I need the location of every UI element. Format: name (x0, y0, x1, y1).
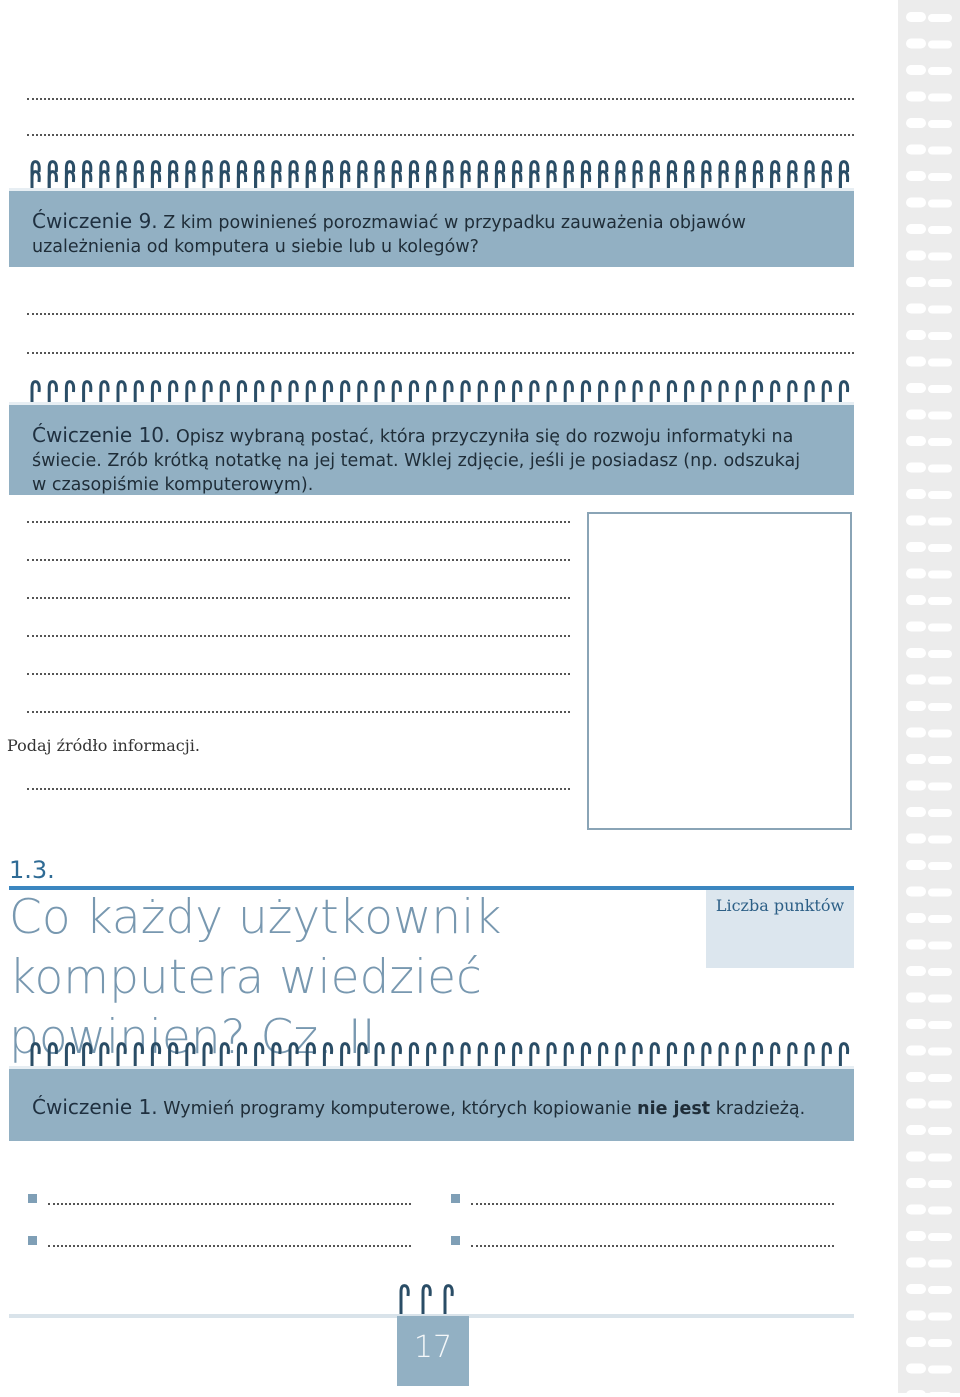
spiral-binding (898, 0, 960, 1393)
exercise-9-text (32, 209, 814, 259)
photo-placeholder[interactable] (587, 512, 852, 830)
source-answer-line[interactable] (27, 788, 570, 790)
bullet-icon (28, 1194, 37, 1203)
answer-line[interactable] (27, 559, 570, 561)
exercise-emphasis: nie jest (637, 1099, 711, 1119)
answer-line[interactable] (48, 1245, 411, 1247)
exercise-label: Ćwiczenie 9. (32, 209, 158, 233)
answer-line[interactable] (471, 1245, 834, 1247)
exercise-label: Ćwiczenie 1. (32, 1095, 158, 1119)
answer-line[interactable] (27, 313, 854, 315)
section-number: 1.3. (9, 856, 55, 884)
answer-line[interactable] (27, 98, 854, 100)
exercise-question: Z kim powinieneś porozmawiać w przypadku zauważenia objawów uzależnienia od komputera u siebie lub u kolegów? (32, 213, 746, 257)
exercise-10-panel (9, 402, 854, 495)
bullet-icon (28, 1236, 37, 1245)
section-title: Co każdy użytkownik komputera wiedzieć powinien? Cz. II (9, 890, 502, 1065)
exercise-question-end: kradzieżą. (715, 1099, 806, 1119)
answer-line[interactable] (48, 1203, 411, 1205)
points-box[interactable] (706, 890, 854, 968)
exercise-1-panel (9, 1066, 854, 1141)
answer-line[interactable] (27, 352, 854, 354)
page-number: 17 (413, 1330, 453, 1365)
exercise-1-text (32, 1095, 814, 1121)
exercise-label: Ćwiczenie 10. (32, 423, 171, 447)
bullet-icon (451, 1194, 460, 1203)
answer-line[interactable] (27, 673, 570, 675)
exercise-question: Wymień programy komputerowe, których kopiowanie (163, 1099, 632, 1119)
exercise-10-text (32, 423, 814, 497)
page-number-box (397, 1316, 469, 1386)
answer-line[interactable] (27, 711, 570, 713)
points-label: Liczba punktów (715, 896, 845, 915)
bullet-icon (451, 1236, 460, 1245)
answer-line[interactable] (27, 134, 854, 136)
binding-holes-icon (898, 0, 960, 1393)
answer-line[interactable] (471, 1203, 834, 1205)
answer-line[interactable] (27, 597, 570, 599)
exercise-question: Opisz wybraną postać, która przyczyniła się do rozwoju informatyki na świecie. Zrób krótką notatkę na jej temat. Wklej zdjęcie, jeśli je posiadasz (np. odszukaj w czasopiśmie komputerowym). (32, 427, 801, 495)
answer-line[interactable] (27, 521, 570, 523)
answer-line[interactable] (27, 635, 570, 637)
source-prompt: Podaj źródło informacji. (7, 736, 200, 755)
exercise-9-panel (9, 188, 854, 267)
